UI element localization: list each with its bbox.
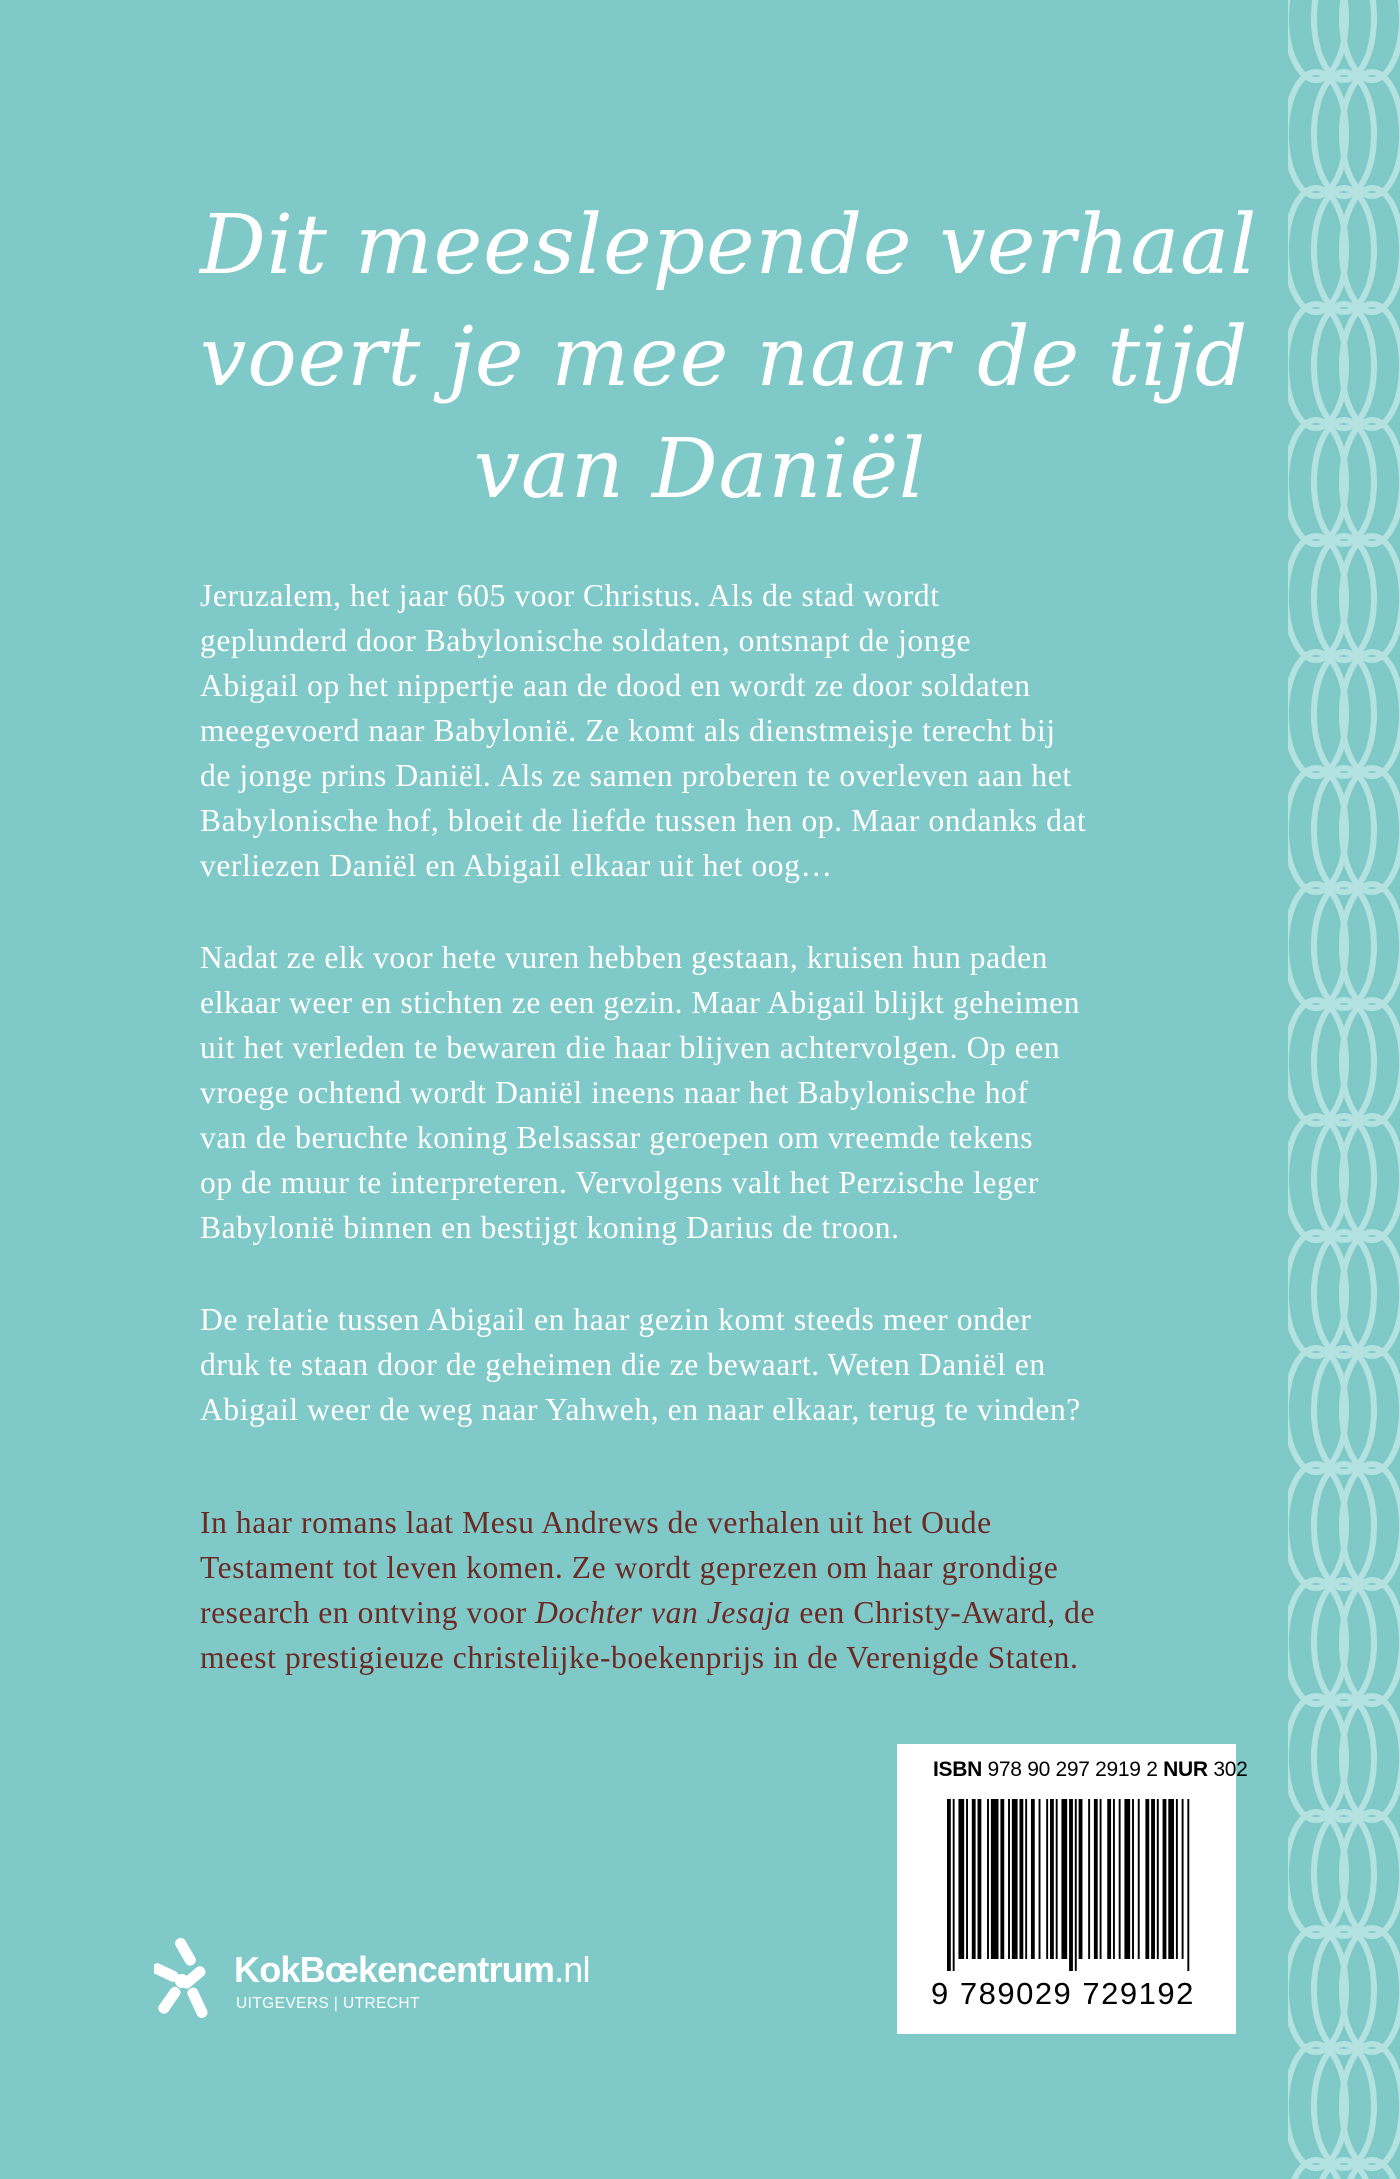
barcode-bars: [947, 1799, 1197, 1971]
decorative-border-pattern: [1288, 0, 1400, 2179]
barcode-bar: [1151, 1799, 1155, 1959]
barcode-bar: [1182, 1799, 1184, 1959]
barcode-digits: 9 789029 729192: [931, 1976, 1195, 2011]
barcode-bar: [1075, 1799, 1077, 1971]
barcode-bar: [1163, 1799, 1167, 1959]
publisher-name-tld: .nl: [554, 1949, 590, 1990]
barcode-bar: [1132, 1799, 1134, 1959]
barcode-bar: [1019, 1799, 1023, 1959]
kokboekencentrum-star-logo-icon: [154, 1935, 216, 2027]
barcode-bar: [1113, 1799, 1115, 1959]
author-bio: [200, 1500, 1210, 1680]
barcode-bar: [1056, 1799, 1058, 1959]
barcode-bar: [1039, 1799, 1041, 1959]
barcode-bar: [1107, 1799, 1111, 1959]
headline-line: van Daniël: [473, 422, 927, 517]
barcode-bar: [1176, 1799, 1178, 1959]
text-line: op de muur te interpreteren. Vervolgens valt het Perzische leger: [200, 1165, 1040, 1200]
isbn-label: ISBN: [933, 1758, 982, 1781]
text-span: research en ontving voor: [200, 1595, 536, 1630]
barcode-bar: [958, 1799, 964, 1959]
text-line: uit het verleden te bewaren die haar blijven achtervolgen. Op een: [200, 1030, 1061, 1065]
headline-line: voert je mee naar de tijd: [200, 310, 1249, 405]
book-title: Dochter van Jesaja: [535, 1595, 791, 1630]
text-line: vroege ochtend wordt Daniël ineens naar het Babylonische hof: [200, 1075, 1029, 1110]
text-line: de jonge prins Daniël. Als ze samen proberen te overleven aan het: [200, 758, 1072, 793]
barcode-bar: [947, 1799, 951, 1971]
text-line: De relatie tussen Abigail en haar gezin komt steeds meer onder: [200, 1302, 1032, 1337]
text-line: [200, 1590, 1210, 1635]
barcode-bar: [1094, 1799, 1098, 1959]
barcode-bar: [987, 1799, 989, 1959]
publisher-name-main: KokBœkencentrum: [234, 1949, 555, 1990]
barcode-bar: [972, 1799, 976, 1959]
blurb-paragraph-1: [200, 573, 1210, 888]
barcode-bar: [1124, 1799, 1130, 1959]
text-line: Jeruzalem, het jaar 605 voor Christus. Als de stad wordt: [200, 578, 940, 613]
barcode-bar: [1000, 1799, 1004, 1959]
barcode-bar: [1138, 1799, 1140, 1959]
barcode-bar: [1025, 1799, 1027, 1959]
text-line: van de beruchte koning Belsassar geroepen om vreemde tekens: [200, 1120, 1034, 1155]
text-span: een Christy-Award, de: [790, 1595, 1096, 1630]
barcode-bar: [1031, 1799, 1035, 1959]
text-line: Testament tot leven komen. Ze wordt geprezen om haar grondige: [200, 1550, 1059, 1585]
barcode-bar: [1119, 1799, 1121, 1959]
barcode-bar: [1157, 1799, 1159, 1959]
isbn-number: 978 90 297 2919 2: [987, 1758, 1158, 1781]
barcode-bar: [1050, 1799, 1054, 1959]
headline: [200, 190, 1258, 526]
barcode-bar: [1168, 1799, 1174, 1959]
barcode-bar: [1069, 1799, 1073, 1971]
barcode-bar: [1100, 1799, 1102, 1959]
text-line: In haar romans laat Mesu Andrews de verhalen uit het Oude: [200, 1505, 992, 1540]
text-line: Babylonische hof, bloeit de liefde tussen hen op. Maar ondanks dat: [200, 803, 1087, 838]
barcode-bar: [953, 1799, 955, 1971]
text-line: Abigail weer de weg naar Yahweh, en naar elkaar, terug te vinden?: [200, 1392, 1081, 1427]
nur-number: 302: [1213, 1758, 1248, 1781]
barcode-bar: [966, 1799, 968, 1959]
text-line: druk te staan door de geheimen die ze bewaart. Weten Daniël en: [200, 1347, 1046, 1382]
barcode-bar: [1012, 1799, 1018, 1959]
blurb-paragraph-3: [200, 1297, 1210, 1432]
text-line: elkaar weer en stichten ze een gezin. Maar Abigail blijkt geheimen: [200, 985, 1081, 1020]
barcode-box: [897, 1744, 1248, 2034]
headline-line: Dit meeslepende verhaal: [200, 198, 1258, 293]
barcode-bar: [1061, 1799, 1067, 1959]
barcode-bar: [978, 1799, 982, 1959]
barcode-bar: [1079, 1799, 1083, 1959]
barcode-bar: [1088, 1799, 1090, 1959]
barcode-bar: [1187, 1799, 1189, 1971]
blurb-paragraph-2: [200, 935, 1210, 1250]
barcode-bar: [1008, 1799, 1010, 1959]
isbn-line: [933, 1758, 1248, 1782]
text-line: meegevoerd naar Babylonië. Ze komt als dienstmeisje terecht bij: [200, 713, 1056, 748]
publisher-subtitle: UITGEVERS | UTRECHT: [236, 1995, 420, 2012]
text-line: Nadat ze elk voor hete vuren hebben gestaan, kruisen hun paden: [200, 940, 1049, 975]
text-line: Abigail op het nippertje aan de dood en wordt ze door soldaten: [200, 668, 1031, 703]
barcode-bar: [991, 1799, 999, 1959]
text-line: verliezen Daniël en Abigail elkaar uit het oog…: [200, 848, 833, 883]
nur-label: NUR: [1163, 1758, 1208, 1781]
barcode-bar: [1145, 1799, 1149, 1959]
publisher-name: [234, 1949, 590, 1991]
text-line: Babylonië binnen en bestijgt koning Darius de troon.: [200, 1210, 900, 1245]
text-line: meest prestigieuze christelijke-boekenprijs in de Verenigde Staten.: [200, 1640, 1079, 1675]
barcode-bar: [1046, 1799, 1048, 1959]
text-line: geplunderd door Babylonische soldaten, ontsnapt de jonge: [200, 623, 972, 658]
